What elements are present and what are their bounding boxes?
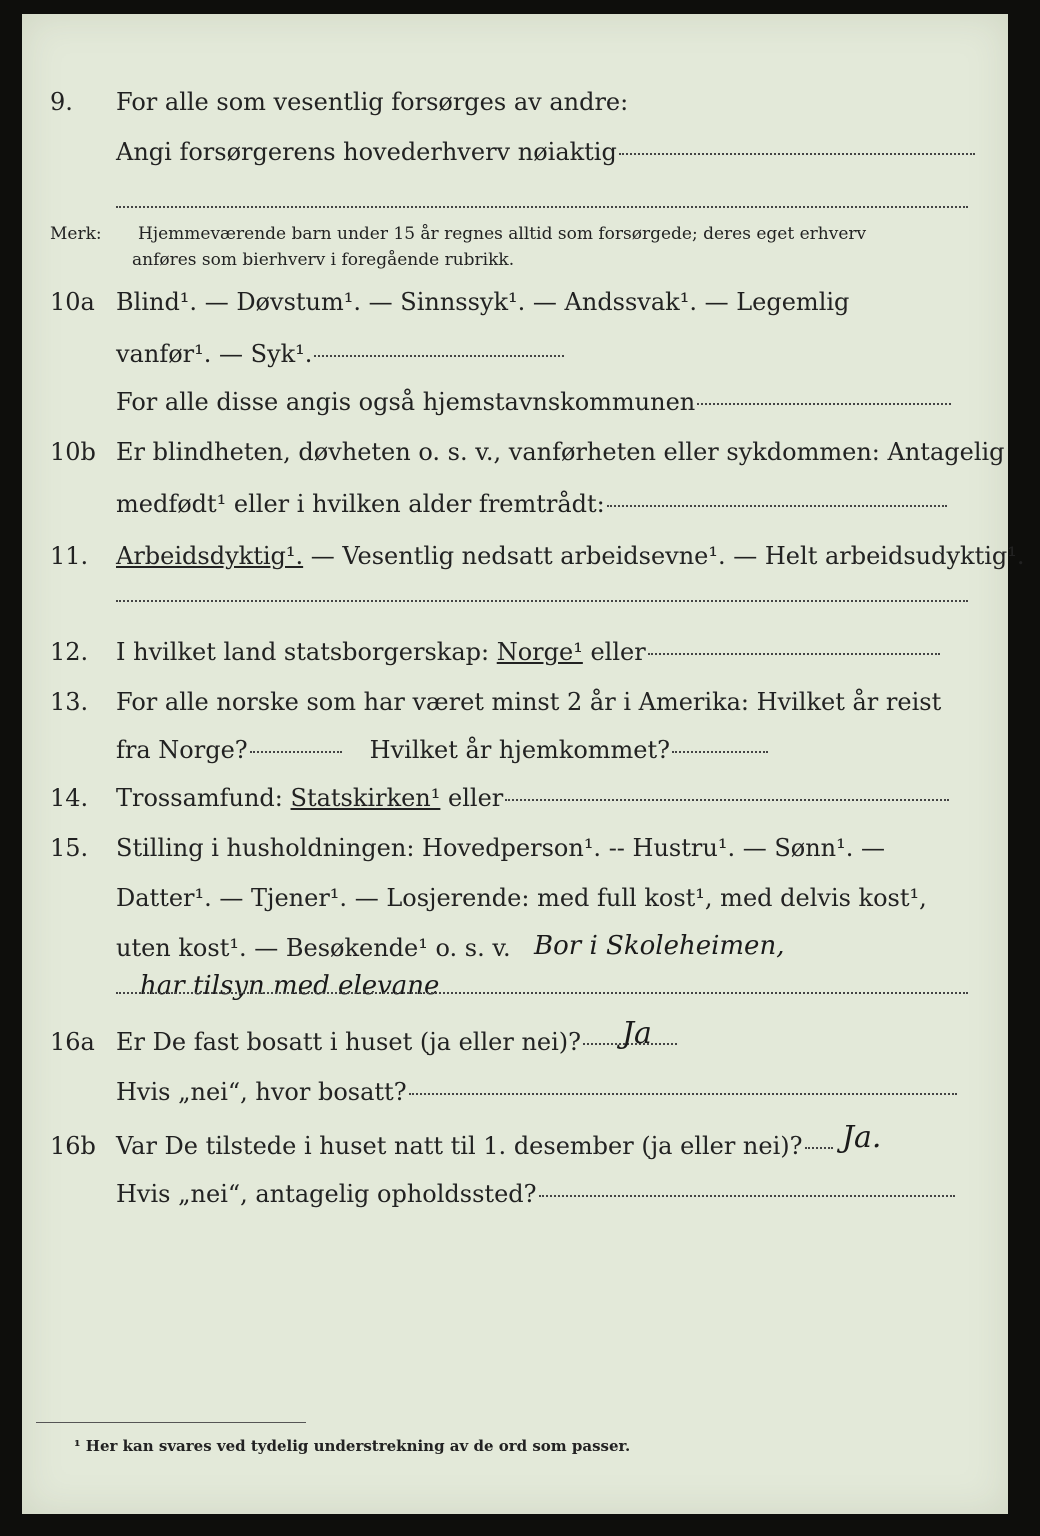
merk-text: Hjemmeværende barn under 15 år regnes alltid som forsørgede; deres eget erhverv <box>138 224 867 244</box>
item-text: Var De tilstede i huset natt til 1. desember (ja eller nei)? <box>116 1132 803 1160</box>
item-15-line4 <box>22 970 1008 1010</box>
merk-note-line2 <box>22 240 1008 280</box>
item-14 <box>22 778 1008 818</box>
item-text: medfødt¹ eller i hvilken alder fremtrådt: <box>116 490 605 518</box>
item-10b <box>22 432 1008 472</box>
answer-line[interactable] <box>116 992 968 994</box>
underlined-answer: Statskirken¹ <box>290 784 441 812</box>
item-10a-line2 <box>22 334 1008 374</box>
item-number: 16b <box>50 1132 96 1160</box>
item-10a-line3 <box>22 382 1008 422</box>
answer-line[interactable] <box>250 751 342 753</box>
item-text: Hvis „nei“, antagelig opholdssted? <box>116 1180 537 1208</box>
item-16a <box>22 1016 1008 1062</box>
answer-line[interactable] <box>672 751 768 753</box>
item-text: Datter¹. — Tjener¹. — Losjerende: med full kost¹, med delvis kost¹, <box>116 884 927 912</box>
handwritten-answer: har tilsyn med elevane <box>140 971 440 1001</box>
item-9-line2 <box>22 132 1008 172</box>
item-16b-line2 <box>22 1174 1008 1214</box>
item-text: I hvilket land statsborgerskap: <box>116 638 497 666</box>
underlined-answer: Arbeidsdyktig¹. <box>116 542 304 570</box>
item-text: Er blindheten, døvheten o. s. v., vanførheten eller sykdommen: Antagelig <box>116 438 1005 466</box>
merk-text: anføres som bierhverv i foregående rubrikk. <box>132 250 515 270</box>
item-number: 16a <box>50 1028 95 1056</box>
item-12 <box>22 632 1008 672</box>
item-16a-line2 <box>22 1072 1008 1112</box>
item-text: Stilling i husholdningen: Hovedperson¹. -- Hustru¹. — Sønn¹. — <box>116 834 886 862</box>
item-number: 10b <box>50 438 96 466</box>
footnote-text: ¹ Her kan svares ved tydelig understrekning av de ord som passer. <box>74 1437 631 1455</box>
item-number: 10a <box>50 288 95 316</box>
handwritten-answer: Bor i Skoleheimen, <box>534 931 785 961</box>
item-15-line3 <box>22 928 1008 968</box>
answer-line[interactable] <box>648 653 940 655</box>
item-number: 15. <box>50 834 89 862</box>
item-text: eller <box>440 784 504 812</box>
item-text: Angi forsørgerens hovederhverv nøiaktig <box>116 138 617 166</box>
item-15 <box>22 828 1008 868</box>
handwritten-answer: Ja <box>622 1016 652 1051</box>
merk-label: Merk: <box>50 224 102 244</box>
answer-line[interactable] <box>314 355 564 357</box>
item-text: Er De fast bosatt i huset (ja eller nei)? <box>116 1028 582 1056</box>
item-13-line2 <box>22 730 1008 770</box>
item-10b-line2 <box>22 484 1008 524</box>
item-13 <box>22 682 1008 722</box>
answer-line[interactable] <box>409 1093 957 1095</box>
answer-line[interactable] <box>805 1147 833 1149</box>
answer-line[interactable] <box>697 403 951 405</box>
answer-line[interactable] <box>539 1195 955 1197</box>
item-text: Trossamfund: <box>116 784 291 812</box>
item-text: uten kost¹. — Besøkende¹ o. s. v. <box>116 934 511 962</box>
footnote <box>22 1426 1008 1466</box>
answer-line[interactable] <box>619 153 975 155</box>
item-number: 14. <box>50 784 89 812</box>
item-number: 13. <box>50 688 89 716</box>
item-number: 12. <box>50 638 89 666</box>
item-text: For alle norske som har været minst 2 år i Amerika: Hvilket år reist <box>116 688 942 716</box>
item-text: vanfør¹. — Syk¹. <box>116 340 313 368</box>
footnote-rule <box>36 1422 306 1423</box>
item-9 <box>22 82 1008 122</box>
item-text: For alle som vesentlig forsørges av andre: <box>116 88 629 116</box>
item-text: — Vesentlig nedsatt arbeidsevne¹. — Helt arbeidsudyktig¹. <box>303 542 1025 570</box>
item-text: Hvis „nei“, hvor bosatt? <box>116 1078 407 1106</box>
handwritten-answer: Ja. <box>842 1120 882 1155</box>
census-form-page <box>22 14 1025 1514</box>
item-text: fra Norge? <box>116 736 248 764</box>
item-15-line2 <box>22 878 1008 918</box>
item-number: 9. <box>50 88 73 116</box>
underlined-answer: Norge¹ <box>496 638 583 666</box>
item-text: eller <box>582 638 646 666</box>
answer-line[interactable] <box>116 206 968 208</box>
item-11 <box>22 536 1025 576</box>
item-text: Blind¹. — Døvstum¹. — Sinnssyk¹. — Andssvak¹. — Legemlig <box>116 288 850 316</box>
answer-line[interactable] <box>607 505 947 507</box>
item-16b <box>22 1120 1008 1166</box>
item-text: For alle disse angis også hjemstavnskommunen <box>116 388 696 416</box>
item-number: 11. <box>50 542 89 570</box>
item-10a <box>22 282 1008 322</box>
item-text: Hvilket år hjemkommet? <box>369 736 671 764</box>
answer-line[interactable] <box>505 799 949 801</box>
answer-line[interactable] <box>116 600 968 602</box>
